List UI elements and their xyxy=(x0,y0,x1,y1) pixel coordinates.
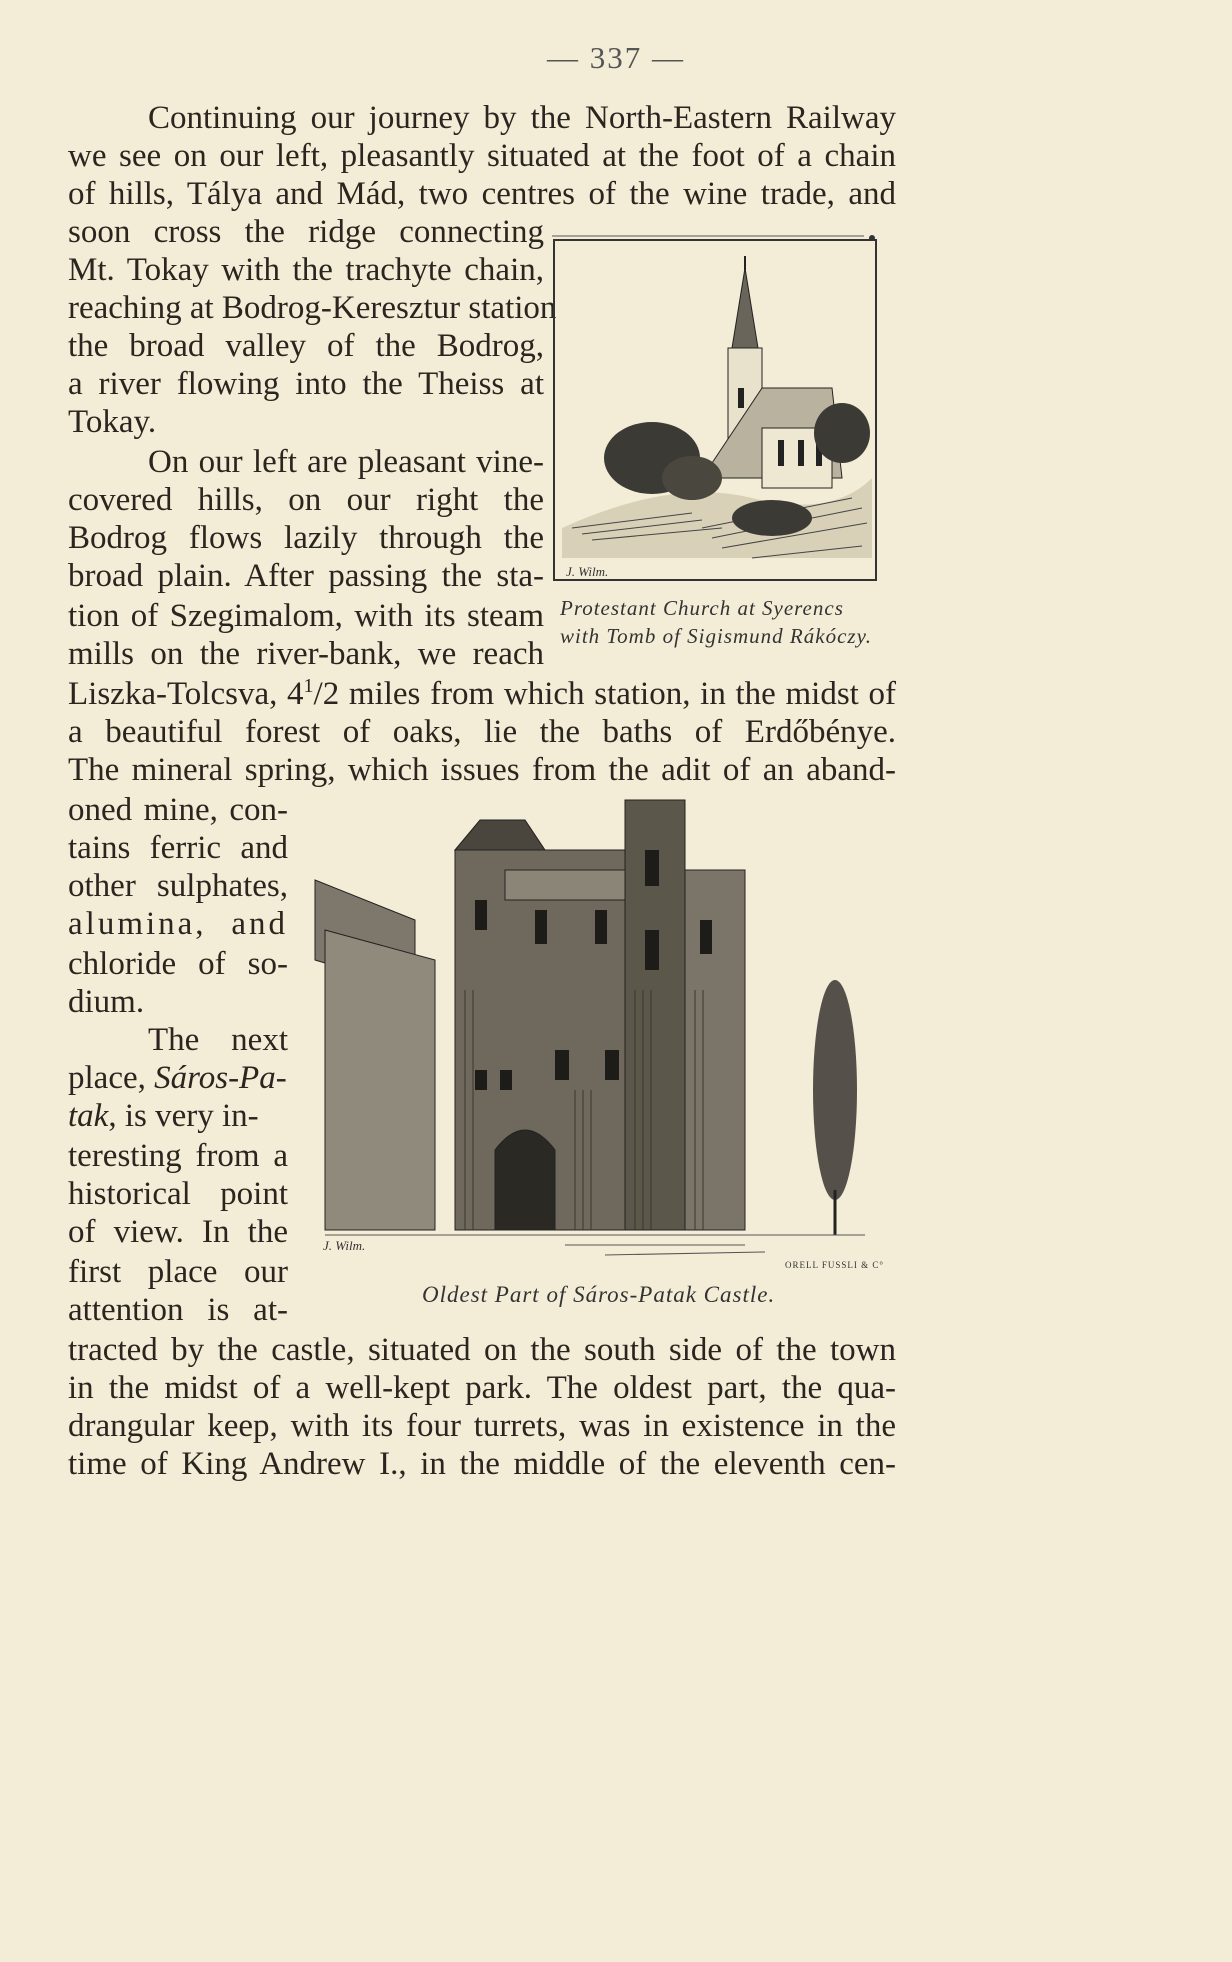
place-prefix: place, xyxy=(68,1060,155,1096)
text-line: dium. xyxy=(68,984,145,1020)
text-line: Continuing our journey by the North-Eastern Railway xyxy=(148,100,896,136)
text-line: time of King Andrew I., in the middle of the eleventh cen- xyxy=(68,1446,896,1482)
text-line: alumina, and xyxy=(68,906,288,942)
text-line: Bodrog flows lazily through the xyxy=(68,520,544,556)
text-line: drangular keep, with its four turrets, was in existence in the xyxy=(68,1408,896,1444)
text-line: Tokay. xyxy=(68,404,157,440)
text-line: of hills, Tálya and Mád, two centres of the wine trade, and xyxy=(68,176,896,212)
liszka-rest: miles from which station, in the midst of xyxy=(348,676,896,712)
text-line: of view. In the xyxy=(68,1214,288,1250)
text-line: chloride of so- xyxy=(68,946,288,982)
text-line: the broad valley of the Bodrog, xyxy=(68,328,544,364)
text-line: soon cross the ridge connecting xyxy=(68,214,544,250)
church-signature: J. Wilm. xyxy=(566,564,609,579)
saros-italic-end: tak xyxy=(68,1098,109,1134)
text-line: The next xyxy=(148,1022,288,1058)
text-line: historical point xyxy=(68,1176,288,1212)
figure2-caption: Oldest Part of Sáros-Patak Castle. xyxy=(422,1282,776,1307)
castle-illustration xyxy=(305,790,885,1270)
text-line: oned mine, con- xyxy=(68,792,288,828)
castle-signature: J. Wilm. xyxy=(323,1238,366,1253)
fraction-numerator: 1 xyxy=(303,675,314,697)
church-illustration xyxy=(552,228,882,588)
text-line: On our left are pleasant vine- xyxy=(148,444,544,480)
text-line: first place our xyxy=(68,1254,288,1290)
saros-rest: , is very in- xyxy=(108,1098,259,1134)
figure1-caption-line2: with Tomb of Sigismund Rákóczy. xyxy=(560,624,872,648)
text-line: covered hills, on our right the xyxy=(68,482,544,518)
text-line: tion of Szegimalom, with its steam xyxy=(68,598,544,634)
castle-engraver: ORELL FUSSLI & C° xyxy=(785,1260,885,1270)
text-line: reaching at Bodrog-Keresztur station xyxy=(68,290,557,326)
liszka-prefix: Liszka-Tolcsva, 4 xyxy=(68,676,304,712)
text-line: in the midst of a well-kept park. The oldest part, the qua- xyxy=(68,1370,896,1406)
text-line: other sulphates, xyxy=(68,868,288,904)
page-number: — 337 — xyxy=(547,40,685,75)
text-line: mills on the river-bank, we reach xyxy=(68,636,544,672)
text-line: broad plain. After passing the sta- xyxy=(68,558,544,594)
figure1-caption-line1: Protestant Church at Syerencs xyxy=(560,596,844,620)
text-line: a river flowing into the Theiss at xyxy=(68,366,544,402)
text-line: a beautiful forest of oaks, lie the baths of Erdőbénye. xyxy=(68,714,896,750)
text-line: attention is at- xyxy=(68,1292,288,1328)
text-line: Mt. Tokay with the trachyte chain, xyxy=(68,252,544,288)
fraction-denominator: /2 xyxy=(313,676,340,712)
saros-italic: Sáros-Pa- xyxy=(154,1060,287,1096)
text-line: we see on our left, pleasantly situated at the foot of a chain xyxy=(68,138,896,174)
text-line: tains ferric and xyxy=(68,830,288,866)
text-line: tracted by the castle, situated on the south side of the town xyxy=(68,1332,896,1368)
text-line: The mineral spring, which issues from the adit of an aband- xyxy=(68,752,896,788)
text-line: teresting from a xyxy=(68,1138,288,1174)
